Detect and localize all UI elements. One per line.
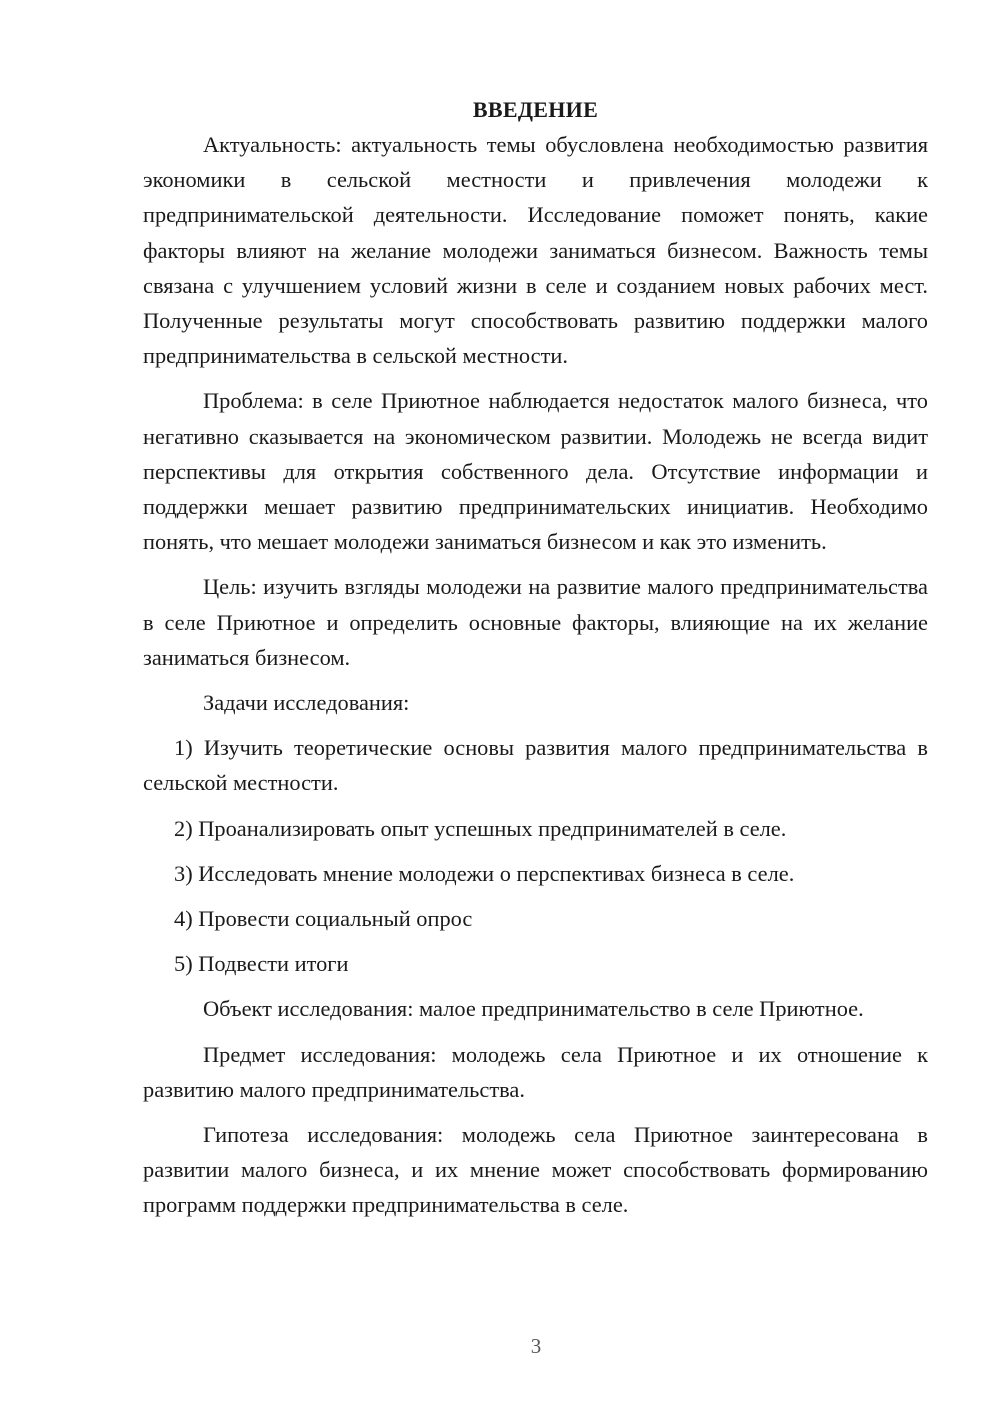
paragraph-goal: Цель: изучить взгляды молодежи на развитие малого предпринимательства в селе Приютное и определить основные факторы, влияющие на их желание заниматься бизнесом. [143, 574, 928, 670]
tasks-heading: Задачи исследования: [203, 690, 410, 716]
paragraph-hypothesis: Гипотеза исследования: молодежь села Приютное заинтересована в развитии малого бизнеса, и их мнение может способствовать формированию программ поддержки предпринимательства в селе. [143, 1122, 928, 1218]
task-item-5: 5) Подвести итоги [174, 951, 349, 977]
paragraph-subject: Предмет исследования: молодежь села Приютное и их отношение к развитию малого предпринимательства. [143, 1041, 928, 1102]
task-item-3: 3) Исследовать мнение молодежи о перспективах бизнеса в селе. [174, 860, 795, 886]
document-page [143, 92, 928, 1233]
task-item-1: 1) Изучить теоретические основы развития малого предпринимательства в сельской местности. [143, 735, 928, 796]
paragraph-object: Объект исследования: малое предпринимательство в селе Приютное. [203, 996, 864, 1022]
task-item-2: 2) Проанализировать опыт успешных предпринимателей в селе. [174, 815, 787, 841]
paragraph-problem: Проблема: в селе Приютное наблюдается недостаток малого бизнеса, что негативно сказывается на экономическом развитии. Молодежь не всегда видит перспективы для открытия собственного дела. Отсутствие информации и поддержки мешает развитию предпринимательских инициатив. Необходимо понять, что мешает молодежи заниматься бизнесом и как это изменить. [143, 388, 928, 555]
paragraph-relevance: Актуальность: актуальность темы обусловлена необходимостью развития экономики в сельской местности и привлечения молодежи к предпринимательской деятельности. Исследование поможет понять, какие факторы влияют на желание молодежи заниматься бизнесом. Важность темы связана с улучшением условий жизни в селе и созданием новых рабочих мест. Полученные результаты могут способствовать развитию поддержки малого предпринимательства в сельской местности. [143, 132, 928, 369]
task-item-4: 4) Провести социальный опрос [174, 906, 473, 932]
page-number: 3 [530, 1334, 542, 1358]
section-title: ВВЕДЕНИЕ [472, 97, 599, 122]
